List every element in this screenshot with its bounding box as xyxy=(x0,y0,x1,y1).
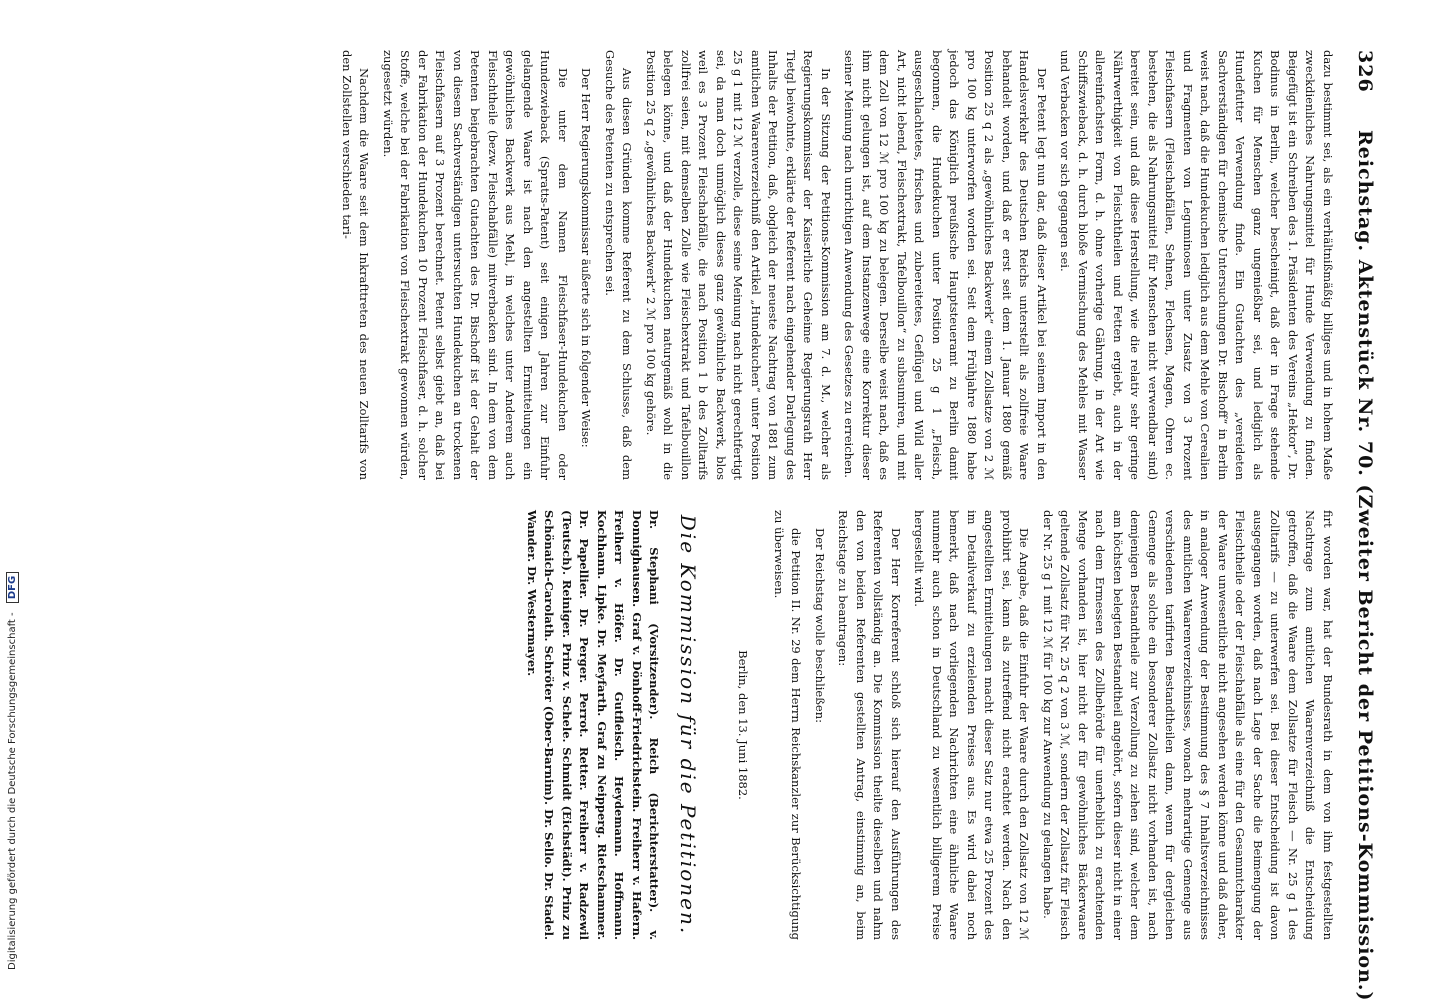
dfg-logo: DFG xyxy=(6,572,19,603)
commission-heading: Die Kommission für die Petitionen. xyxy=(676,514,700,936)
paragraph: Aus diesen Gründen komme Referent zu dem Schlusse, daß dem Gesuche des Petenten zu entsprechen sei. xyxy=(603,50,635,480)
paragraph: dazu bestimmt sei, als ein verhältnißmäßig billiges und in hohem Maße zweckdienliches Nahrungsmittel für Hunde Verwendung zu finden. Beigefügt ist ein Schreiben des 1. Präsidenten des Vereins „Hektor“, Dr. Bodinus in Berlin, welcher bescheinigt, daß der in Frage stehende Kuchen für Menschen ganz ungenießbar sei, und lediglich als Hundefutter Verwendung finde. Ein Gutachten des „vereideten Sachverständigen für chemische Untersuchungen Dr. Bischoff“ in Berlin weist nach, daß die Hundekuchen lediglich aus dem Mehle von Cerealien und Fragmenten von Leguminosen unter Zusatz von 3 Prozent Fleischfasern (Fleischabfällen, Sehnen, Flechsen, Magen, Ohren ec. bestehen, die als Nahrungsmittel für Menschen nicht verwendbar sind) bereitet sein, und daß diese Herstellung, wie die relativ sehr geringe Nährwerthigkeit von Fleischtheilen und Fetten ergiebt, auch in der allereinfachsten Form, d. h. ohne vorherige Gährung, in der Art wie Schiffszwieback, d. h. durch bloße Vermischung des Mehles mit Wasser und Verbacken vor sich gegangen sei. xyxy=(1058,50,1335,480)
right-column xyxy=(517,510,1337,940)
paragraph: Der Petent legt nun dar, daß dieser Artikel bei seinem Import in den Handelsverkehr des Deutschen Reichs unterstellt als zollfreie Waare behandelt worden, und daß er erst seit dem 1. Januar 1880 gemäß Position 25 q 2 als „gewöhnliches Backwerk“ einem Zollsatze von 2 ℳ pro 100 kg unterworfen worden sei. Seit dem Frühjahre 1880 habe jedoch das Königlich preußische Hauptsteueramt zu Berlin damit begonnen, die Hundekuchen unter Position 25 g 1 „Fleisch, ausgeschlachtetes, frisches und zubereitetes, Geflügel und Wild aller Art, nicht lebend, Fleischextrakt, Tafelbouillon“ zu subsumiren, und mit dem Zoll von 12 ℳ pro 100 kg zu belegen. Derselbe weist nach, daß es ihm nicht gelungen ist, auf dem Instanzenwege eine Korrektur dieser seiner Meinung nach unrichtigen Anwendung des Gesetzes zu erreichen. xyxy=(842,50,1049,480)
digitization-credit xyxy=(6,250,30,970)
credit-text: Digitalisierung gefördert durch die Deutsche Forschungsgemeinschaft - xyxy=(7,612,18,970)
paragraph: Die Angabe, daß die Einfuhr der Waare durch den Zollsatz von 12 ℳ prohibirt sei, kann als zutreffend nicht erachtet werden. Nach den angestellten Ermittelungen macht dieser Satz nur etwa 25 Prozent des im Detailverkauf zu erzielenden Preises aus. Es wird dabei noch bemerkt, daß nach vorliegenden Nachrichten eine ähnliche Waare nunmehr auch schon in Deutschland zu wesentlich billigerem Preise hergestellt wird. xyxy=(912,510,1032,940)
member-list: Dr. Stephani (Vorsitzender). Reich (Berichterstatter). v. Donnighausen. Graf v. Dönhoff-Friedrichstein. Freiherr v. Hafern. Freiherr v. Höfer. Dr. Gutfleisch. Heydemann. Hoffmann. Kochhann. Lipke. Dr. Meyfarth. Graf zu Neipperg. Rietschammer. Dr. Papellier. Dr. Perger. Perrot. Retter. Freiherr v. Radzewil (Teutsch). Reiniger. Prinz v. Schele. Schmidt (Eichstädt). Prinz zu Schönaich-Carolath. Schröter (Ober-Barnim). Dr. Sello. Dr. Stadel. Wander. Dr. Westermayer. xyxy=(525,510,662,940)
paragraph: firt worden war, hat der Bundesrath in dem von ihm festgestellten Nachtrage zum amtlichen Waarenverzeichniß die Entscheidung getroffen, daß die Waare dem Zollsatze für Fleisch — Nr. 25 g 1 des Zolltarifs — zu unterwerfen sei. Bei dieser Entscheidung ist davon ausgegangen worden, daß nach Lage der Sache die Beimengung der Fleischtheile oder der Fleischabfälle als eine für den Gesammtcharakter der Waare unwesentliche nicht angesehen werden könne und daß daher, in analoger Anwendung der Bestimmung des § 7 Inhaltsverzeichnisses des amtlichen Waarenverzeichnisses, wonach mehrartige Gemenge aus verschiedenen tarifirten Bestandtheilen dann, wenn für dergleichen Gemenge als solche ein besonderer Zollsatz nicht vorhanden ist, nach demjenigen Bestandtheile zur Verzollung zu ziehen sind, welcher dem am höchsten belegten Bestandtheil angehört, sofern dieser nicht in einer nach dem Ermessen des Zollbehörde für unerheblich zu erachtenden Menge vorhanden ist, hier nicht der für gewöhnliches Bäckerwaare geltende Zollsatz für Nr. 25 q 2 von 3 ℳ, sondern der Zollsatz für Fleisch der Nr. 25 g 1 mit 12 ℳ für 100 kg zur Anwendung zu gelangen habe. xyxy=(1041,510,1335,940)
paragraph: Die unter dem Namen Fleischfaser-Hundekuchen oder Hundezwieback (Spratts-Patent) seit einigen Jahren zur Einfuhr gelangende Waare ist nach den angestellten Ermittelungen ein gewöhnliches Backwerk aus Mehl, in welches unter Anderem auch Fleischtheile (bezw. Fleischabfälle) mitverbacken sind. In dem von dem Petenten beigebrachten Gutachten des Dr. Bischoff ist der Gehalt der von diesem Sachverständigen untersuchten Hundekuchen an trockenen Fleischfasern auf 3 Prozent berechnet. Petent selbst giebt an, daß bei der Fabrikation der Hundekuchen 10 Prozent Fleischfaser, d. h. solcher Stoffe, welche bei der Fabrikation von Fleischextrakt gewonnen würden, zugesetzt würden. xyxy=(381,50,570,480)
paragraph: Der Herr Regierungskommissar äußerte sich in folgender Weise: xyxy=(579,68,594,448)
paragraph: In der Sitzung der Petitions-Kommission am 7. d. M., welcher als Regierungskommissar der Kaiserliche Geheime Regierungsrath Herr Tietgl beiwohnte, erklärte der Referent nach eingehender Darlegung des Inhalts der Petition, daß, obgleich der neueste Nachtrag von 1881 zum amtlichen Waarenverzeichniß den Artikel „Hundekuchen“ unter Position 25 g 1 mit 12 ℳ verzolle, diese seine Meinung nach nicht gerechtfertigt sei, da man doch unmöglich dieses ganz gewöhnliche Backwerk, blos weil es 3 Prozent Fleischabfälle, die nach Position 1 b des Zolltarifs zollfrei seien, mit demselben Zolle wie Fleischextrakt und Tafelbouillon belegen könne, und daß der Hundekuchen naturgemäß wohl in die Position 25 q 2 „gewöhnliches Backwerk“ 2 ℳ pro 100 kg gehöre. xyxy=(644,50,833,480)
date-line: Berlin, den 13. Juni 1882. xyxy=(736,650,751,800)
paragraph: die Petition II. Nr. 29 dem Herrn Reichskanzler zur Berücksichtigung zu überweisen. xyxy=(772,510,804,940)
page-title: Reichstag. Aktenstück Nr. 70. (Zweiter Bericht der Petitions-Kommission.) xyxy=(1354,130,1376,1002)
paragraph: Der Reichstag wolle beschließen: xyxy=(813,528,827,723)
rotated-document xyxy=(120,40,1380,1002)
page-header xyxy=(1346,50,1380,1002)
paragraph: Nachdem die Waare seit dem Inkrafttreten des neuen Zolltarifs von den Zollstellen verschieden tari- xyxy=(340,50,372,480)
page-number: 326 xyxy=(1354,50,1376,93)
left-column xyxy=(332,50,1337,480)
paragraph: Der Herr Korreferent schloß sich hierauf den Ausführungen des Referenten vollständig an. Die Kommission theilte dieselben und nahm den von beiden Referenten gestellten Antrag, einstimmig an, beim Reichstage zu beantragen: xyxy=(836,510,903,940)
